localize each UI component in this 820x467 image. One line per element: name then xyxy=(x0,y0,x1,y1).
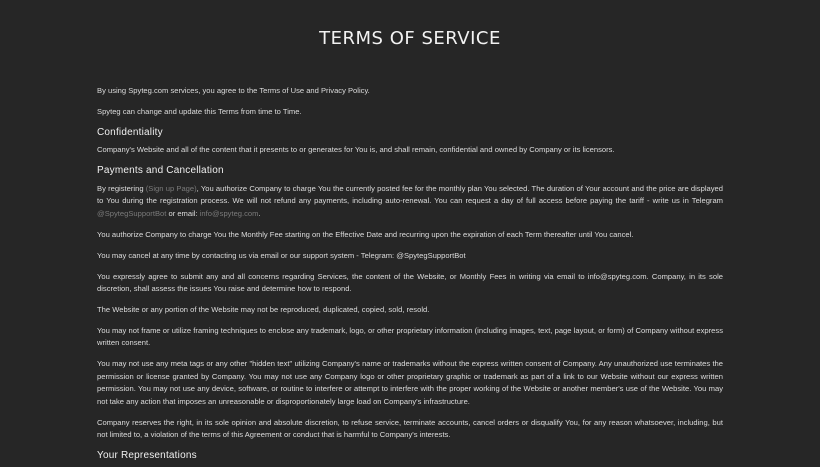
confidentiality-heading: Confidentiality xyxy=(97,127,163,138)
reproduce-paragraph: The Website or any portion of the Website may not be reproduced, duplicated, copied, sold, resold. xyxy=(97,305,430,315)
registering-text-c: or email: xyxy=(166,208,200,218)
registering-text-a: By registering xyxy=(97,183,146,193)
framing-paragraph: You may not frame or utilize framing techniques to enclose any trademark, logo, or other proprietary information (including images, text, page layout, or form) of Company without express written consent. xyxy=(97,326,723,348)
concerns-paragraph: You expressly agree to submit any and all concerns regarding Services, the content of the Website, or Monthly Fees in writing via email to info@spyteg.com. Company, in its sole discretion, shall assess the issues You raise and determine how to respond. xyxy=(97,271,723,294)
terms-content xyxy=(97,85,723,467)
representations-heading: Your Representations xyxy=(97,450,197,462)
intro-paragraph: By using Spyteg.com services, you agree to the Terms of Use and Privacy Policy. xyxy=(97,86,370,95)
payments-heading: Payments and Cancellation xyxy=(97,165,224,177)
update-paragraph: Spyteg can change and update this Terms from time to Time. xyxy=(97,107,302,116)
page-title: TERMS OF SERVICE xyxy=(319,28,501,49)
registering-text-d: . xyxy=(258,208,261,218)
reserves-paragraph: Company reserves the right, in its sole opinion and absolute discretion, to refuse service, terminate accounts, cancel orders or disqualify You, for any reason whatsoever, including, but not limited to, a violation of the terms of this Agreement or conduct that is harmful to Company's interests. xyxy=(97,417,723,440)
email-link[interactable]: info@spyteg.com xyxy=(199,208,259,218)
cancel-paragraph: You may cancel at any time by contacting us via email or our support system - Telegram: @SpytegSupportBot xyxy=(97,250,466,260)
meta-tags-paragraph: You may not use any meta tags or any other "hidden text" utilizing Company's name or trademarks without the express written consent of Company. Any unauthorized use terminates the permission or license granted by Company. You may not use any Company logo or other proprietary graphic or trademark as part of a link to our Website without our express written permission. You may not use any device, software, or routine to interfere or attempt to interfere with the proper working of the Website or another member's use of the Website. You may not take any action that imposes an unreasonable or disproportionately large load on Company's infrastructure. xyxy=(97,359,723,406)
registering-paragraph xyxy=(97,183,723,220)
telegram-support-link[interactable]: @SpytegSupportBot xyxy=(97,208,167,218)
sign-up-page-link[interactable]: (Sign up Page) xyxy=(145,183,197,193)
registering-text-b: , You authorize Company to charge You the currently posted fee for the monthly plan You selected. The duration of Your account and the price are displayed to You during the registration process. We will not refund any payments, including auto-renewal. You can request a day of full access before paying the tariff - write us in Telegram xyxy=(97,183,723,206)
confidentiality-paragraph: Company's Website and all of the content that it presents to or generates for You is, and shall remain, confidential and owned by Company or its licensors. xyxy=(97,145,615,155)
monthly-fee-paragraph: You authorize Company to charge You the Monthly Fee starting on the Effective Date and recurring upon the expiration of each Term thereafter until You cancel. xyxy=(97,229,634,239)
